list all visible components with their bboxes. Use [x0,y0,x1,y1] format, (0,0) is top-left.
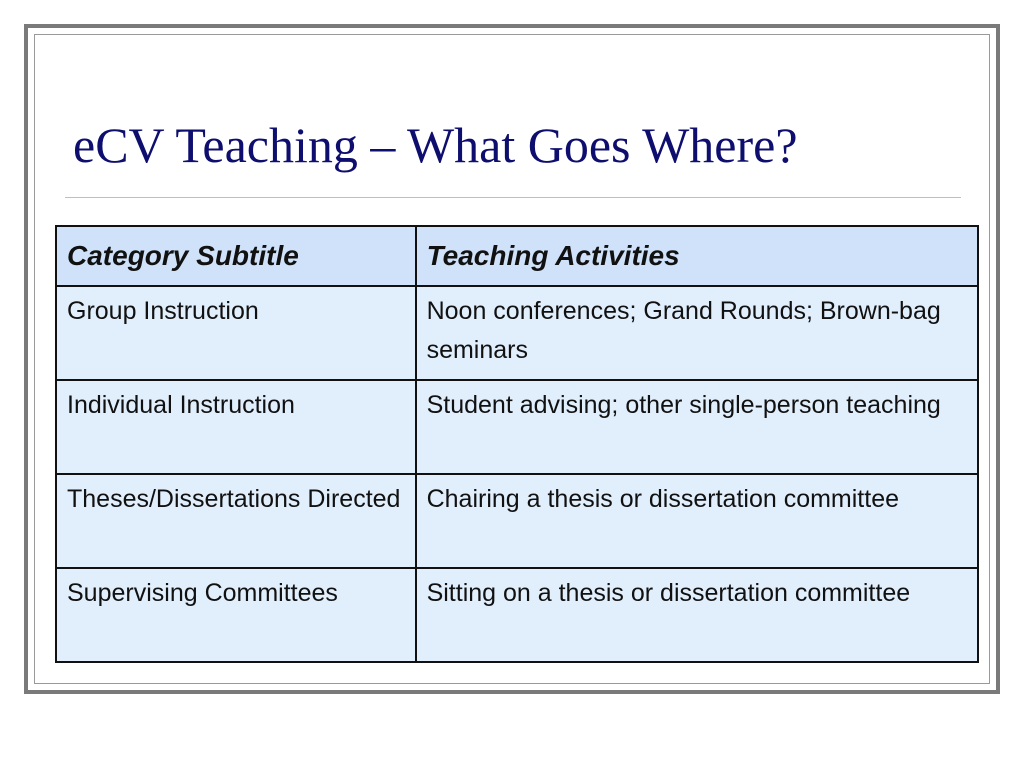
slide-frame [24,24,1000,694]
header-category-subtitle: Category Subtitle [56,226,416,286]
category-cell: Theses/Dissertations Directed [56,474,416,568]
category-cell: Supervising Committees [56,568,416,662]
activities-cell: Chairing a thesis or dissertation committee [416,474,978,568]
activities-cell: Sitting on a thesis or dissertation committee [416,568,978,662]
table-header-row [56,226,978,286]
category-cell: Group Instruction [56,286,416,380]
activities-cell: Noon conferences; Grand Rounds; Brown-bag seminars [416,286,978,380]
table-row [56,568,978,662]
table-row [56,474,978,568]
activities-cell: Student advising; other single-person teaching [416,380,978,474]
title-divider [65,197,961,198]
table-row [56,380,978,474]
category-cell: Individual Instruction [56,380,416,474]
slide-title: eCV Teaching – What Goes Where? [73,117,798,173]
teaching-activities-table [55,225,979,663]
header-teaching-activities: Teaching Activities [416,226,978,286]
slide-content [34,34,990,684]
table-row [56,286,978,380]
